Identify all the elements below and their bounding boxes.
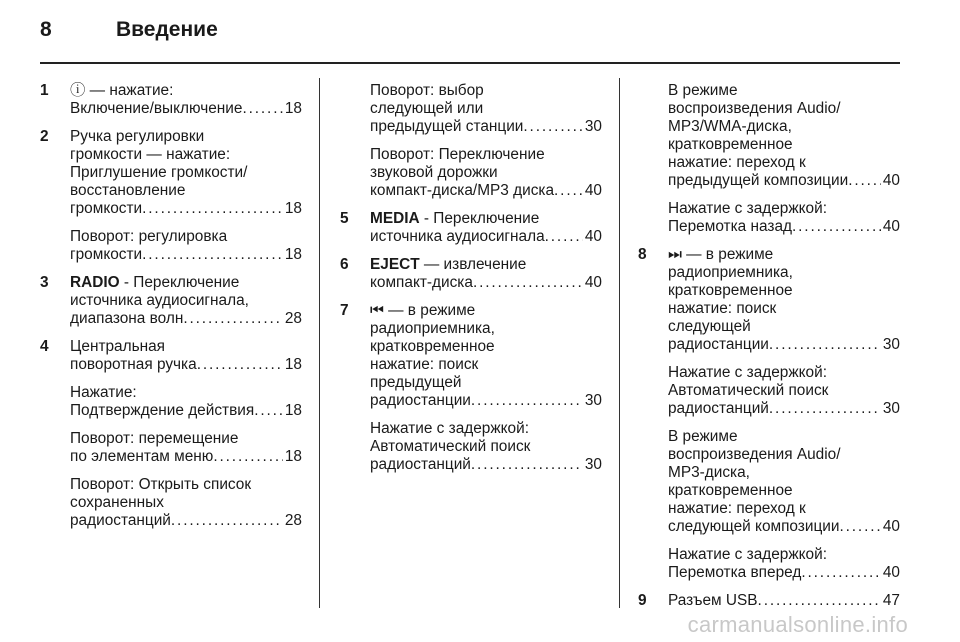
item-number: 2 xyxy=(40,128,49,145)
entry-text: предыдущей станции xyxy=(370,118,524,135)
leader-line xyxy=(70,402,302,420)
page-number: 8 xyxy=(40,18,52,41)
page-ref: 40 xyxy=(882,564,900,581)
entry-block xyxy=(668,364,900,418)
leader-line xyxy=(668,336,900,354)
leader-line xyxy=(370,228,602,246)
entry-line: Поворот: регулировка xyxy=(70,228,228,245)
entry-line: Поворот: Открыть список xyxy=(70,476,252,493)
entry-line: воспроизведения Audio/ xyxy=(668,100,841,117)
entry-line xyxy=(370,302,602,320)
toc-item xyxy=(340,302,602,474)
entry-text: радиостанций xyxy=(70,512,171,529)
column-3 xyxy=(638,82,900,620)
entry-line: Ручка регулировки xyxy=(70,128,205,145)
toc-item xyxy=(340,82,602,200)
entry-text: Подтверждение действия xyxy=(70,402,255,419)
entry-text: радиостанции xyxy=(668,336,769,353)
page-ref: 18 xyxy=(284,200,302,217)
dot-leader xyxy=(554,182,583,200)
dot-leader xyxy=(471,456,583,474)
dot-leader xyxy=(142,200,283,218)
page-ref: 18 xyxy=(284,246,302,263)
entry-block xyxy=(70,228,302,264)
entry-line: Приглушение громкости/ xyxy=(70,164,248,181)
page-ref: 30 xyxy=(584,118,602,135)
leader-line xyxy=(370,274,602,292)
leader-line xyxy=(370,392,602,410)
entry-line: Нажатие с задержкой: xyxy=(668,364,827,381)
entry-block xyxy=(70,476,302,530)
entry-line: звуковой дорожки xyxy=(370,164,498,181)
entry-line: ⓘ — нажатие: xyxy=(70,82,174,99)
entry-line: воспроизведения Audio/ xyxy=(668,446,841,463)
entry-line: нажатие: переход к xyxy=(668,500,806,517)
entry-text: - Переключение xyxy=(119,274,240,291)
entry-line: следующей xyxy=(668,318,751,335)
entry-line: Поворот: выбор xyxy=(370,82,484,99)
page-ref: 40 xyxy=(584,182,602,199)
entry-line: радиоприемника, xyxy=(668,264,793,281)
entry-line: следующей или xyxy=(370,100,484,117)
leader-line xyxy=(70,512,302,530)
entry-text: радиостанции xyxy=(370,392,471,409)
leader-line xyxy=(668,518,900,536)
control-keyword: MEDIA xyxy=(370,210,420,227)
item-number: 3 xyxy=(40,274,49,291)
entry-line: кратковременное xyxy=(668,282,793,299)
dot-leader xyxy=(183,310,283,328)
item-number: 6 xyxy=(340,256,349,273)
dot-leader xyxy=(254,402,283,420)
toc-item xyxy=(340,210,602,246)
page-ref: 30 xyxy=(584,456,602,473)
dot-leader xyxy=(801,564,881,582)
page-ref: 18 xyxy=(284,402,302,419)
leader-line xyxy=(70,200,302,218)
watermark: carmanualsonline.info xyxy=(687,612,908,637)
toc-item xyxy=(638,592,900,610)
entry-line: источника аудиосигнала, xyxy=(70,292,249,309)
entry-line: MP3-диска, xyxy=(668,464,750,481)
dot-leader xyxy=(471,392,583,410)
page-ref: 18 xyxy=(284,356,302,373)
page-ref: 40 xyxy=(882,218,900,235)
dot-leader xyxy=(792,218,881,236)
item-number: 5 xyxy=(340,210,349,227)
dot-leader xyxy=(769,336,881,354)
dot-leader xyxy=(473,274,583,292)
page-ref: 40 xyxy=(584,228,602,245)
entry-line: Нажатие с задержкой: xyxy=(370,420,529,437)
entry-line: нажатие: переход к xyxy=(668,154,806,171)
leader-line xyxy=(668,400,900,418)
leader-line xyxy=(370,456,602,474)
column-2 xyxy=(340,82,602,484)
entry-line: Центральная xyxy=(70,338,166,355)
toc-item xyxy=(340,256,602,292)
entry-line: Автоматический поиск xyxy=(668,382,829,399)
toc-item xyxy=(40,82,302,118)
entry-text: Перемотка назад xyxy=(668,218,792,235)
dot-leader xyxy=(769,400,881,418)
entry-text: Разъем USB xyxy=(668,592,758,609)
leader-line xyxy=(668,172,900,190)
entry-block xyxy=(668,200,900,236)
item-number: 7 xyxy=(340,302,349,319)
entry-line: кратковременное xyxy=(370,338,495,355)
toc-item xyxy=(638,82,900,236)
entry-text: громкости xyxy=(70,246,143,263)
entry-text: — в режиме xyxy=(681,246,774,263)
toc-item xyxy=(638,246,900,582)
entry-text: - Переключение xyxy=(419,210,540,227)
entry-text: поворотная ручка xyxy=(70,356,197,373)
dot-leader xyxy=(848,172,881,190)
entry-block xyxy=(668,82,900,190)
entry-text: Перемотка вперед xyxy=(668,564,802,581)
dot-leader xyxy=(171,512,283,530)
page-ref: 18 xyxy=(284,448,302,465)
column-divider xyxy=(319,78,320,608)
leader-line xyxy=(70,100,302,118)
page-title: Введение xyxy=(116,18,218,41)
leader-line xyxy=(668,218,900,236)
control-keyword: RADIO xyxy=(70,274,120,291)
entry-text: — извлечение xyxy=(419,256,527,273)
entry-block xyxy=(70,128,302,218)
entry-text: следующей композиции xyxy=(668,518,840,535)
entry-line: В режиме xyxy=(668,428,738,445)
dot-leader xyxy=(758,592,881,610)
item-number: 8 xyxy=(638,246,647,263)
page-header xyxy=(40,18,218,42)
entry-text: радиостанций xyxy=(668,400,769,417)
leader-line xyxy=(668,592,900,610)
column-divider xyxy=(619,78,620,608)
leader-line xyxy=(370,118,602,136)
entry-text: диапазона волн xyxy=(70,310,184,327)
entry-text: Включение/выключение xyxy=(70,100,243,117)
toc-item xyxy=(40,338,302,530)
entry-text: по элементам меню xyxy=(70,448,214,465)
entry-line: MP3/WMA-диска, xyxy=(668,118,792,135)
toc-item xyxy=(40,274,302,328)
dot-leader xyxy=(839,518,880,536)
seek-back-icon: ⏮ xyxy=(370,302,384,319)
entry-block xyxy=(70,82,302,118)
entry-block xyxy=(70,338,302,374)
entry-block xyxy=(668,428,900,536)
leader-line xyxy=(370,182,602,200)
entry-line xyxy=(70,274,302,292)
page-ref: 40 xyxy=(882,518,900,535)
entry-block xyxy=(668,246,900,354)
leader-line xyxy=(668,564,900,582)
dot-leader xyxy=(545,228,583,246)
entry-line: нажатие: поиск xyxy=(370,356,479,373)
seek-forward-icon: ⏭ xyxy=(668,246,682,263)
page-ref: 28 xyxy=(284,310,302,327)
entry-line: радиоприемника, xyxy=(370,320,495,337)
entry-line: нажатие: поиск xyxy=(668,300,777,317)
entry-line: восстановление xyxy=(70,182,186,199)
page-ref: 28 xyxy=(284,512,302,529)
item-number: 1 xyxy=(40,82,49,99)
entry-line: кратковременное xyxy=(668,136,793,153)
page-ref: 47 xyxy=(882,592,900,609)
page-ref: 18 xyxy=(284,100,302,117)
entry-line xyxy=(370,210,602,228)
entry-line: Нажатие с задержкой: xyxy=(668,546,827,563)
entry-block xyxy=(370,210,602,246)
toc-item xyxy=(40,128,302,264)
page-ref: 30 xyxy=(882,400,900,417)
entry-text: громкости xyxy=(70,200,143,217)
entry-text: источника аудиосигнала xyxy=(370,228,545,245)
entry-block xyxy=(668,592,900,610)
dot-leader xyxy=(242,100,282,118)
entry-block xyxy=(370,302,602,410)
leader-line xyxy=(70,356,302,374)
entry-block xyxy=(70,274,302,328)
page-ref: 30 xyxy=(882,336,900,353)
leader-line xyxy=(70,246,302,264)
entry-line: кратковременное xyxy=(668,482,793,499)
entry-line: сохраненных xyxy=(70,494,164,511)
entry-text: радиостанций xyxy=(370,456,471,473)
header-rule xyxy=(40,62,900,64)
page-ref: 30 xyxy=(584,392,602,409)
entry-line: Нажатие с задержкой: xyxy=(668,200,827,217)
item-number: 9 xyxy=(638,592,647,609)
entry-block xyxy=(370,146,602,200)
entry-block xyxy=(370,420,602,474)
column-1 xyxy=(40,82,302,540)
page-ref: 40 xyxy=(584,274,602,291)
entry-line: Поворот: перемещение xyxy=(70,430,239,447)
item-number: 4 xyxy=(40,338,49,355)
entry-text: предыдущей композиции xyxy=(668,172,849,189)
dot-leader xyxy=(213,448,283,466)
entry-block xyxy=(668,546,900,582)
dot-leader xyxy=(197,356,283,374)
entry-line: Нажатие: xyxy=(70,384,137,401)
dot-leader xyxy=(523,118,582,136)
entry-block xyxy=(370,256,602,292)
entry-line: громкости — нажатие: xyxy=(70,146,231,163)
entry-block xyxy=(370,82,602,136)
entry-line: предыдущей xyxy=(370,374,462,391)
entry-block xyxy=(70,430,302,466)
leader-line xyxy=(70,310,302,328)
entry-text: — в режиме xyxy=(383,302,476,319)
entry-line: Автоматический поиск xyxy=(370,438,531,455)
control-keyword: EJECT xyxy=(370,256,420,273)
leader-line xyxy=(70,448,302,466)
entry-line xyxy=(668,246,900,264)
entry-text: компакт-диска xyxy=(370,274,473,291)
dot-leader xyxy=(142,246,283,264)
entry-line: В режиме xyxy=(668,82,738,99)
entry-line xyxy=(370,256,602,274)
page-ref: 40 xyxy=(882,172,900,189)
entry-line: Поворот: Переключение xyxy=(370,146,545,163)
entry-text: компакт-диска/MP3 диска xyxy=(370,182,555,199)
entry-block xyxy=(70,384,302,420)
